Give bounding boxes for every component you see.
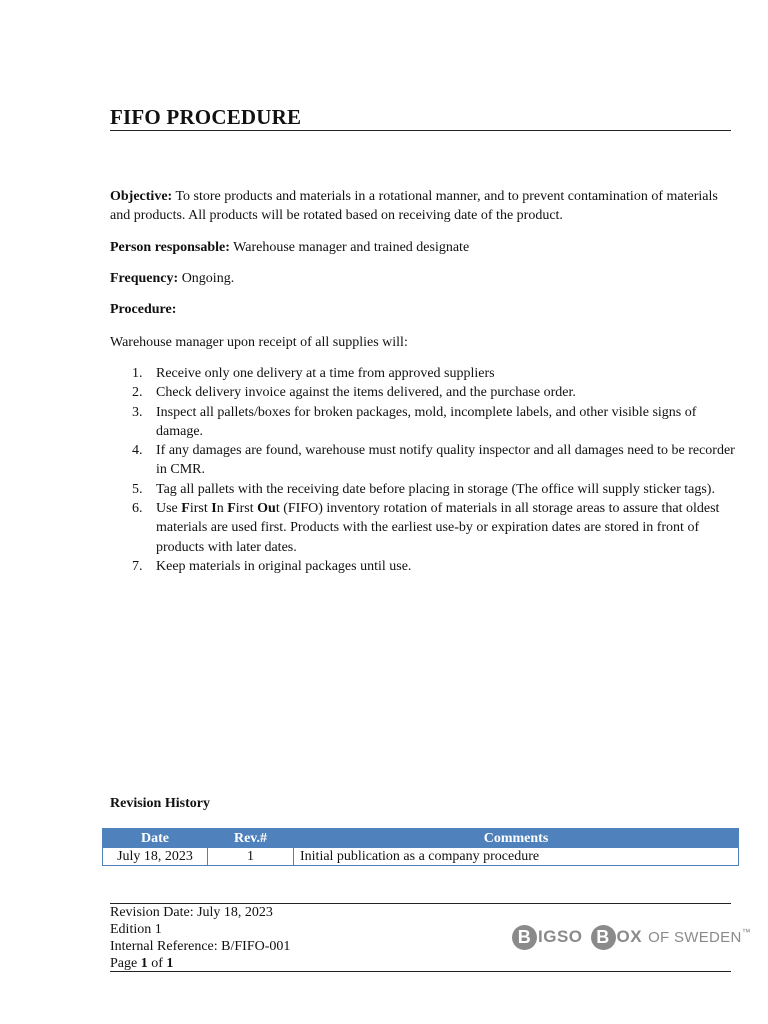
- footer-edition: Edition 1: [110, 922, 162, 937]
- person-label: Person responsable:: [110, 240, 230, 255]
- objective-text: To store products and materials in a rotational manner, and to prevent contamination of materials and products. All products will be rotated based on receiving date of the product.: [110, 189, 718, 223]
- step-item: [110, 441, 735, 480]
- row-comment: Initial publication as a company procedure: [294, 848, 739, 866]
- footer-info: [110, 904, 290, 972]
- fifo-letter-i: I: [211, 501, 217, 517]
- step-item: [110, 557, 735, 576]
- logo-b-circle: B: [512, 925, 537, 950]
- procedure-intro: Warehouse manager upon receipt of all supplies will:: [110, 335, 408, 350]
- step-text-part: irst: [235, 501, 258, 517]
- document-title: FIFO PROCEDURE: [110, 105, 731, 131]
- person-paragraph: [110, 238, 735, 257]
- logo-text-of-sweden: OF SWEDEN: [648, 928, 742, 946]
- logo-text-igso: IGSO: [538, 927, 583, 946]
- table-row: [103, 848, 739, 866]
- step-number: 3.: [132, 404, 143, 420]
- step-number: 4.: [132, 443, 143, 459]
- step-item: [110, 499, 735, 557]
- step-number: 6.: [132, 501, 143, 517]
- footer-revision-date: Revision Date: July 18, 2023: [110, 905, 273, 920]
- objective-paragraph: [110, 187, 735, 225]
- step-item: [110, 480, 735, 499]
- page-current: 1: [140, 956, 148, 971]
- revision-history-title: Revision History: [110, 796, 210, 811]
- fifo-letter-f: F: [181, 501, 190, 517]
- footer-internal-reference: Internal Reference: B/FIFO-001: [110, 939, 291, 954]
- footer-page-number: [110, 955, 290, 972]
- step-item: [110, 403, 735, 442]
- procedure-label: Procedure:: [110, 302, 177, 317]
- step-text: Inspect all pallets/boxes for broken packages, mold, incomplete labels, and other visible signs of damage.: [156, 404, 697, 439]
- row-date: July 18, 2023: [103, 848, 208, 866]
- step-text-part: irst: [189, 501, 212, 517]
- header-date: Date: [103, 829, 208, 848]
- person-text: Warehouse manager and trained designate: [229, 240, 470, 255]
- frequency-paragraph: [110, 269, 735, 288]
- revision-table: [102, 828, 739, 866]
- step-number: 5.: [132, 481, 143, 497]
- fifo-letter-f2: F: [227, 501, 236, 517]
- step-item: [110, 383, 735, 402]
- row-rev: 1: [208, 848, 294, 866]
- step-text: If any damages are found, warehouse must notify quality inspector and all damages need to be recorder in CMR.: [156, 443, 735, 478]
- logo-trademark: ™: [741, 927, 752, 937]
- header-rev: Rev.#: [208, 829, 294, 848]
- footer-divider-bottom: [110, 971, 731, 972]
- step-item: [110, 364, 735, 383]
- fifo-letter-ou: Ou: [257, 501, 276, 517]
- step-text-pre: Use: [156, 501, 182, 517]
- step-text-part: n: [216, 501, 228, 517]
- step-text-part: t (FIFO) inventory rotation of materials in all storage areas to assure that oldest materials are used first. Products with the earliest use-by or expiration dates are stored in front of products with later dates.: [156, 501, 720, 555]
- step-number: 2.: [132, 385, 143, 401]
- header-comments: Comments: [294, 829, 739, 848]
- step-text: Tag all pallets with the receiving date before placing in storage (The office will supply sticker tags).: [156, 481, 715, 497]
- page-of: of: [147, 956, 167, 971]
- procedure-heading: [110, 300, 735, 319]
- step-number: 7.: [132, 558, 143, 574]
- step-text: Receive only one delivery at a time from approved suppliers: [156, 366, 495, 381]
- step-text: Check delivery invoice against the items delivered, and the purchase order.: [156, 385, 576, 401]
- frequency-label: Frequency:: [110, 271, 179, 286]
- page-total: 1: [166, 956, 174, 971]
- revision-header-row: [103, 829, 739, 848]
- step-number: 1.: [132, 366, 143, 381]
- step-text: Keep materials in original packages until use.: [156, 558, 412, 574]
- logo-text-ox: OX: [616, 927, 643, 946]
- procedure-steps: [110, 364, 735, 576]
- frequency-text: Ongoing.: [178, 271, 235, 286]
- bigso-box-logo: [512, 924, 751, 950]
- logo-b-circle-2: B: [591, 925, 616, 950]
- page-prefix: Page: [110, 956, 141, 971]
- objective-label: Objective:: [110, 189, 173, 204]
